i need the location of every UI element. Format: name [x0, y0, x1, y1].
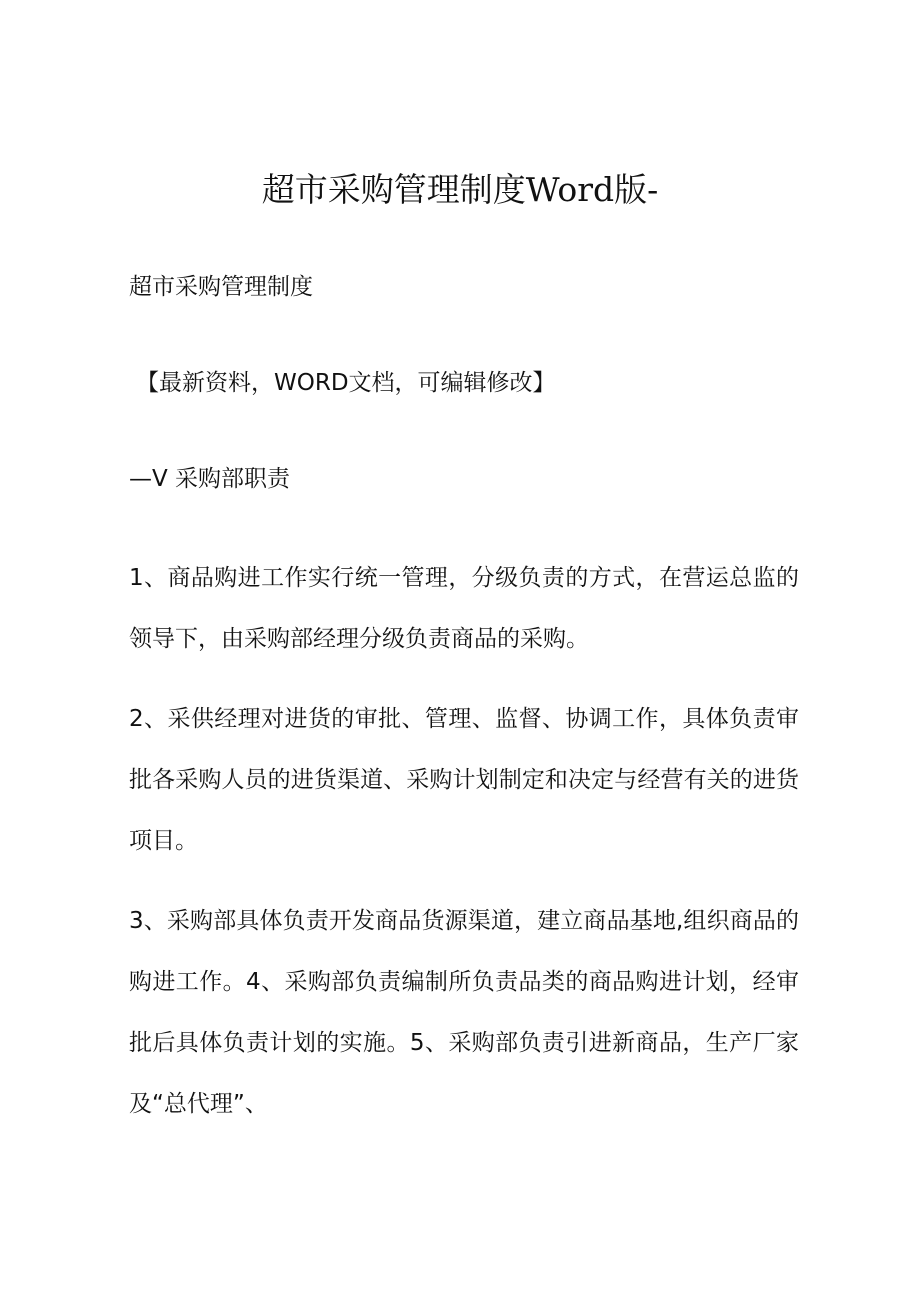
document-title: 超市采购管理制度Word版- [261, 170, 659, 209]
document-subtitle: 超市采购管理制度 [129, 274, 313, 300]
section-heading: —V 采购部职责 [129, 466, 291, 492]
paragraph-3: 3、采购部具体负责开发商品货源渠道，建立商品基地,组织商品的购进工作。4、采购部负责编制所负责品类的商品购进计划，经审批后具体负责计划的实施。5、采购部负责引进新商品，生产厂家及“总代理”、 [129, 908, 799, 1117]
paragraph-1: 1、商品购进工作实行统一管理，分级负责的方式，在营运总监的领导下，由采购部经理分级负责商品的采购。 [129, 565, 799, 652]
paragraph-2: 2、采供经理对进货的审批、管理、监督、协调工作，具体负责审批各采购人员的进货渠道、采购计划制定和决定与经营有关的进货项目。 [129, 706, 799, 854]
editable-note: 【最新资料，WORD文档，可编辑修改】 [136, 370, 556, 396]
